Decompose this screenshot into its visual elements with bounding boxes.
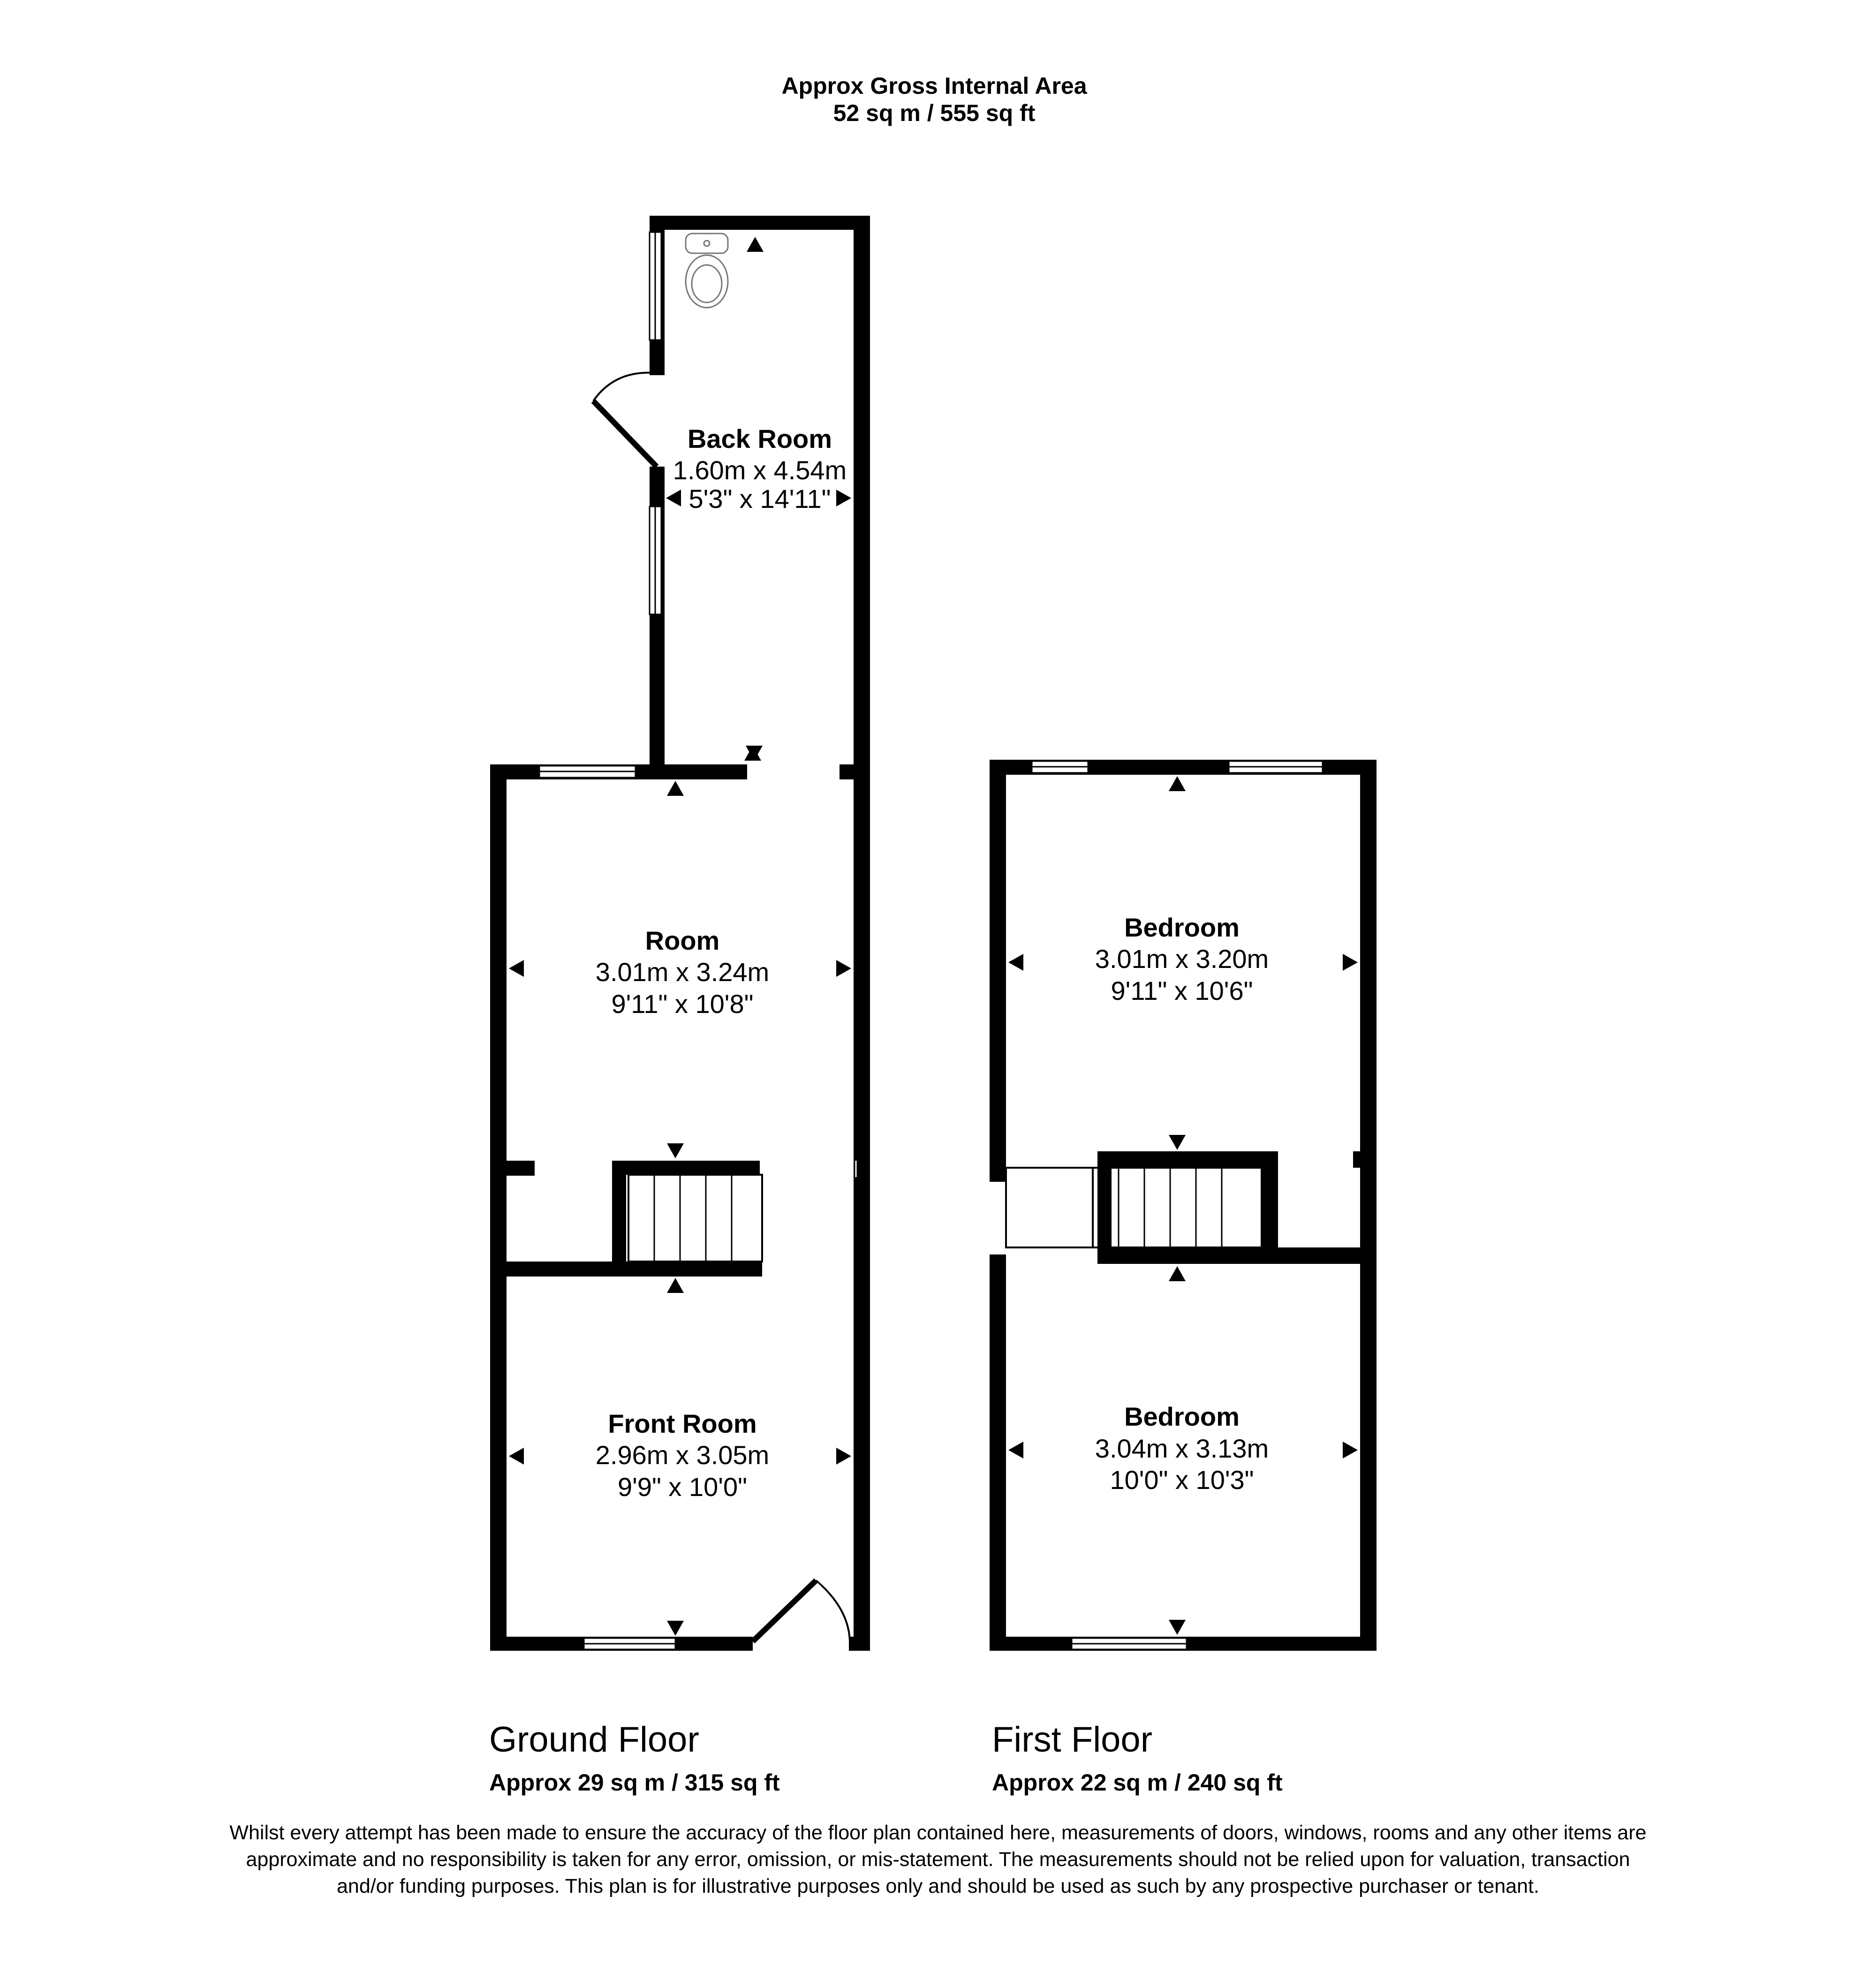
wall xyxy=(612,1161,626,1276)
door xyxy=(753,1580,816,1641)
room-dimensions-metric: 1.60m x 4.54m xyxy=(673,455,847,485)
disclaimer-text: Whilst every attempt has been made to ensure the accuracy of the floor plan contained here, measurements of doors, windows, rooms and any other items are approximate and no responsibility is taken for any error, omission, or mis-statement. The measurements should not be relied upon for valuation, transaction and/or funding purposes. This plan is for illustrative purposes only and should be used as such by any prospective purchaser or tenant. xyxy=(229,1821,1647,1897)
room-name: Front Room xyxy=(608,1409,757,1438)
room-name: Room xyxy=(645,926,720,955)
wall xyxy=(1353,1151,1377,1168)
wall xyxy=(612,1161,760,1175)
door-swing xyxy=(816,1580,850,1641)
wall xyxy=(990,1254,1006,1651)
wall xyxy=(1360,760,1377,1182)
door-swing xyxy=(593,373,654,401)
room-dimensions-metric: 3.01m x 3.24m xyxy=(595,957,770,987)
room-name: Back Room xyxy=(687,424,832,453)
room-dimensions-metric: 3.04m x 3.13m xyxy=(1095,1434,1269,1463)
floor-title: Ground Floor xyxy=(489,1720,699,1760)
wall xyxy=(990,1154,1006,1172)
wall xyxy=(650,216,870,230)
header-area: 52 sq m / 555 sq ft xyxy=(833,100,1036,126)
wall xyxy=(507,1262,762,1277)
wall xyxy=(990,760,1006,1182)
toilet-icon xyxy=(686,234,728,308)
wall xyxy=(1097,1151,1112,1264)
wall xyxy=(849,1637,870,1651)
room-dimensions-imperial: 5'3" x 14'11" xyxy=(688,484,831,514)
wall xyxy=(1109,1151,1278,1168)
room-dimensions-metric: 2.96m x 3.05m xyxy=(595,1440,770,1470)
room-dimensions-metric: 3.01m x 3.20m xyxy=(1095,944,1269,974)
staircase xyxy=(1006,1168,1262,1247)
wall xyxy=(840,764,870,779)
floor-title: First Floor xyxy=(992,1720,1152,1760)
wall xyxy=(490,764,507,1651)
room-dimensions-imperial: 9'11" x 10'8" xyxy=(611,989,754,1019)
door xyxy=(593,401,657,467)
room-dimensions-imperial: 9'9" x 10'0" xyxy=(618,1472,747,1502)
room-dimensions-imperial: 9'11" x 10'6" xyxy=(1111,976,1253,1005)
room-name: Bedroom xyxy=(1124,1402,1240,1431)
room-dimensions-imperial: 10'0" x 10'3" xyxy=(1110,1465,1254,1495)
wall xyxy=(1109,1247,1377,1264)
first-floor-plan xyxy=(990,760,1377,1651)
floor-area: Approx 22 sq m / 240 sq ft xyxy=(992,1769,1283,1796)
room-name: Bedroom xyxy=(1124,913,1240,942)
header-title: Approx Gross Internal Area xyxy=(781,73,1087,99)
floor-area: Approx 29 sq m / 315 sq ft xyxy=(489,1769,780,1796)
wall xyxy=(1262,1151,1278,1264)
staircase xyxy=(628,1175,762,1262)
wall xyxy=(507,1161,535,1176)
wall xyxy=(854,216,870,1651)
